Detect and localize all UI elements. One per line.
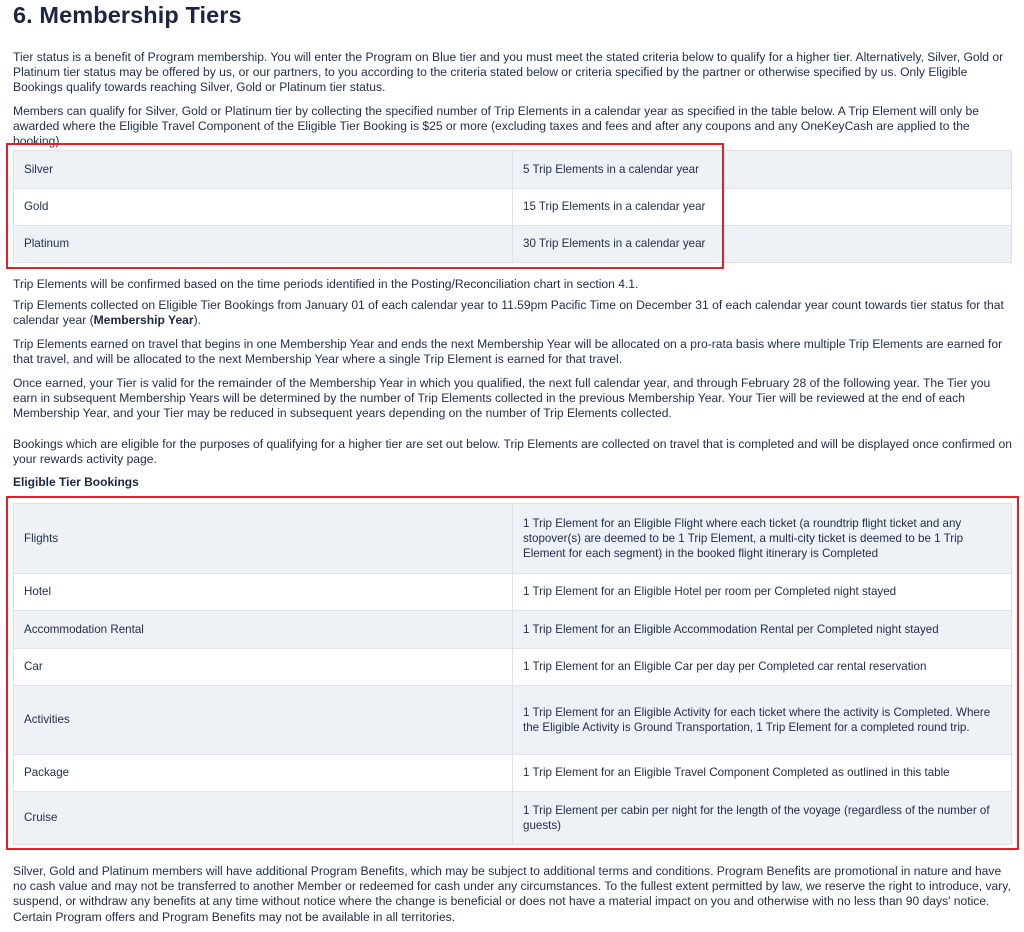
tier-row-silver xyxy=(14,151,1012,189)
booking-type: Flights xyxy=(14,504,513,574)
booking-type: Hotel xyxy=(14,574,513,611)
booking-rule: 1 Trip Element for an Eligible Travel Component Completed as outlined in this table xyxy=(513,755,1012,792)
membership-year-text: Trip Elements collected on Eligible Tier Bookings from January 01 of each calendar year to 11.59pm Pacific Time on December 31 of each calendar year count towards tier status for that calendar year ( xyxy=(13,298,1004,328)
tier-row-platinum xyxy=(14,226,1012,263)
booking-rule: 1 Trip Element for an Eligible Hotel per room per Completed night stayed xyxy=(513,574,1012,611)
tier-requirement: 15 Trip Elements in a calendar year xyxy=(513,189,1012,226)
tier-requirement: 5 Trip Elements in a calendar year xyxy=(513,151,1012,189)
eligible-intro-paragraph: Bookings which are eligible for the purposes of qualifying for a higher tier are set out below. Trip Elements are collected on travel that is completed and will be displayed once confirmed on your rewards activity page. xyxy=(13,437,1012,467)
membership-year-term: Membership Year xyxy=(93,313,194,328)
booking-type: Package xyxy=(14,755,513,792)
booking-row-activities xyxy=(14,686,1012,755)
booking-type: Accommodation Rental xyxy=(14,611,513,649)
booking-rule: 1 Trip Element for an Eligible Activity for each ticket where the activity is Completed. Where the Eligible Activity is Ground Transportation, 1 Trip Element for a completed round trip. xyxy=(513,686,1012,755)
booking-type: Car xyxy=(14,649,513,686)
booking-rule: 1 Trip Element for an Eligible Flight where each ticket (a roundtrip flight ticket and any stopover(s) are deemed to be 1 Trip Element, a multi-city ticket is deemed to be 1 Trip Element for each segment) in the booked flight itinerary is Completed xyxy=(513,504,1012,574)
tier-name: Gold xyxy=(14,189,513,226)
booking-row-accommodation-rental xyxy=(14,611,1012,649)
membership-year-paragraph xyxy=(13,298,1013,328)
booking-rule: 1 Trip Element for an Eligible Accommodation Rental per Completed night stayed xyxy=(513,611,1012,649)
eligible-bookings-table xyxy=(13,503,1012,845)
booking-row-cruise xyxy=(14,792,1012,845)
booking-rule: 1 Trip Element for an Eligible Car per day per Completed car rental reservation xyxy=(513,649,1012,686)
intro-paragraph: Tier status is a benefit of Program membership. You will enter the Program on Blue tier and you must meet the stated criteria below to qualify for a higher tier. Alternatively, Silver, Gold or Platinum tier status may be offered by us, or our partners, to you according to the criteria stated below or criteria specified by the partner or otherwise specified by us. Only Eligible Bookings qualify towards reaching Silver, Gold or Platinum tier status. xyxy=(13,50,1004,95)
page-title: 6. Membership Tiers xyxy=(13,2,242,28)
benefits-paragraph: Silver, Gold and Platinum members will have additional Program Benefits, which may be subject to additional terms and conditions. Program Benefits are promotional in nature and have no cash value and may not be transferred to another Member or redeemed for cash under any circumstances. To the fullest extent permitted by law, we reserve the right to introduce, vary, suspend, or withdraw any benefits at any time without notice where the change is beneficial or does not have a material impact on you and otherwise with no less than 90 days' notice. Certain Program offers and Program Benefits may not be available in all territories. xyxy=(13,864,1011,924)
confirmed-paragraph: Trip Elements will be confirmed based on the time periods identified in the Posting/Reconciliation chart in section 4.1. xyxy=(13,277,639,291)
qualify-paragraph: Members can qualify for Silver, Gold or Platinum tier by collecting the specified number of Trip Elements in a calendar year as specified in the table below. A Trip Element will only be awarded where the Eligible Travel Component of the Eligible Tier Booking is $25 or more (excluding taxes and fees and after any coupons and any OneKeyCash are applied to the booking). xyxy=(13,104,979,149)
booking-row-hotel xyxy=(14,574,1012,611)
booking-type: Cruise xyxy=(14,792,513,845)
booking-row-car xyxy=(14,649,1012,686)
booking-rule: 1 Trip Element per cabin per night for the length of the voyage (regardless of the number of guests) xyxy=(513,792,1012,845)
tier-requirement: 30 Trip Elements in a calendar year xyxy=(513,226,1012,263)
eligible-bookings-heading: Eligible Tier Bookings xyxy=(13,475,139,489)
booking-type: Activities xyxy=(14,686,513,755)
booking-row-flights xyxy=(14,504,1012,574)
membership-year-suffix: ). xyxy=(193,313,201,328)
tier-row-gold xyxy=(14,189,1012,226)
tier-name: Silver xyxy=(14,151,513,189)
prorata-paragraph: Trip Elements earned on travel that begins in one Membership Year and ends the next Membership Year will be allocated on a pro-rata basis where multiple Trip Elements are earned for that travel, and will be allocated to the next Membership Year where a single Trip Element is earned for that travel. xyxy=(13,337,1003,367)
tier-table xyxy=(13,150,1012,263)
tier-name: Platinum xyxy=(14,226,513,263)
booking-row-package xyxy=(14,755,1012,792)
validity-paragraph: Once earned, your Tier is valid for the remainder of the Membership Year in which you qualified, the next full calendar year, and through February 28 of the following year. The Tier you earn in subsequent Membership Years will be determined by the number of Trip Elements collected in the previous Membership Year. Your Tier will be reviewed at the end of each Membership Year, and your Tier may be reduced in subsequent years depending on the number of Trip Elements collected. xyxy=(13,376,991,421)
